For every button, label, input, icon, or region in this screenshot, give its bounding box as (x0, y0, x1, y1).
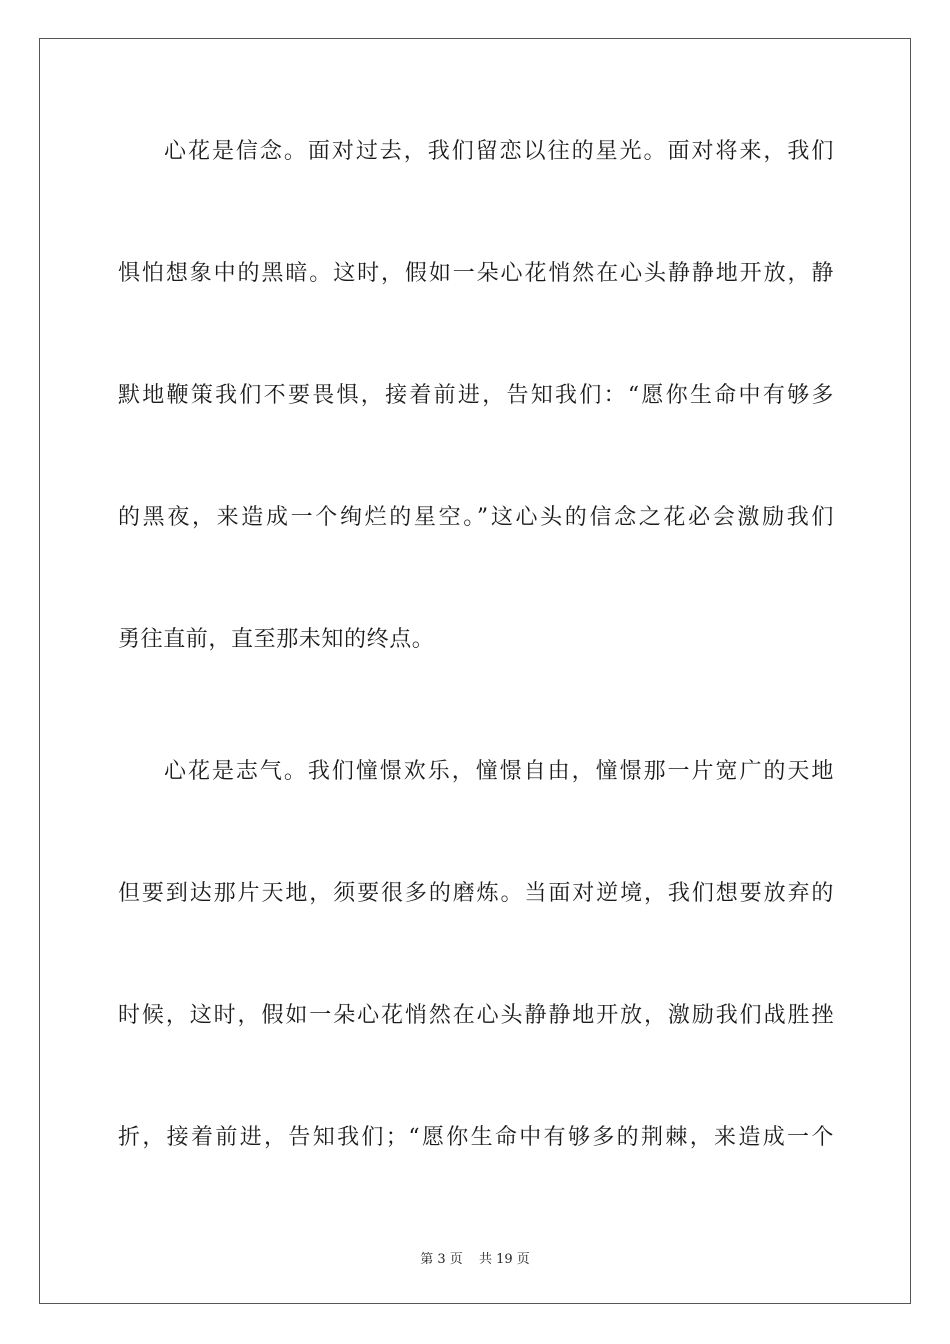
page-footer (0, 1248, 950, 1267)
paragraph-line: 勇往直前，直至那未知的终点。 (118, 627, 435, 652)
paragraph-line: 的黑夜，来造成一个绚烂的星空。”这心头的信念之花必会激励我们 (118, 505, 834, 530)
page-border (39, 38, 911, 1304)
paragraph-line: 折，接着前进，告知我们；“愿你生命中有够多的荆棘，来造成一个 (118, 1125, 834, 1150)
paragraph-line: 默地鞭策我们不要畏惧，接着前进，告知我们：“愿你生命中有够多 (118, 383, 834, 408)
paragraph-line: 惧怕想象中的黑暗。这时，假如一朵心花悄然在心头静静地开放，静 (118, 261, 834, 286)
paragraph-line: 心花是志气。我们憧憬欢乐，憧憬自由，憧憬那一片宽广的天地 (164, 759, 834, 784)
paragraph-line: 但要到达那片天地，须要很多的磨炼。当面对逆境，我们想要放弃的 (118, 881, 834, 906)
paragraph-line: 时候，这时，假如一朵心花悄然在心头静静地开放，激励我们战胜挫 (118, 1003, 834, 1028)
paragraph-line: 心花是信念。面对过去，我们留恋以往的星光。面对将来，我们 (164, 139, 834, 164)
page-number: 第 3 页 (420, 1252, 463, 1267)
page-total: 共 19 页 (478, 1252, 530, 1267)
